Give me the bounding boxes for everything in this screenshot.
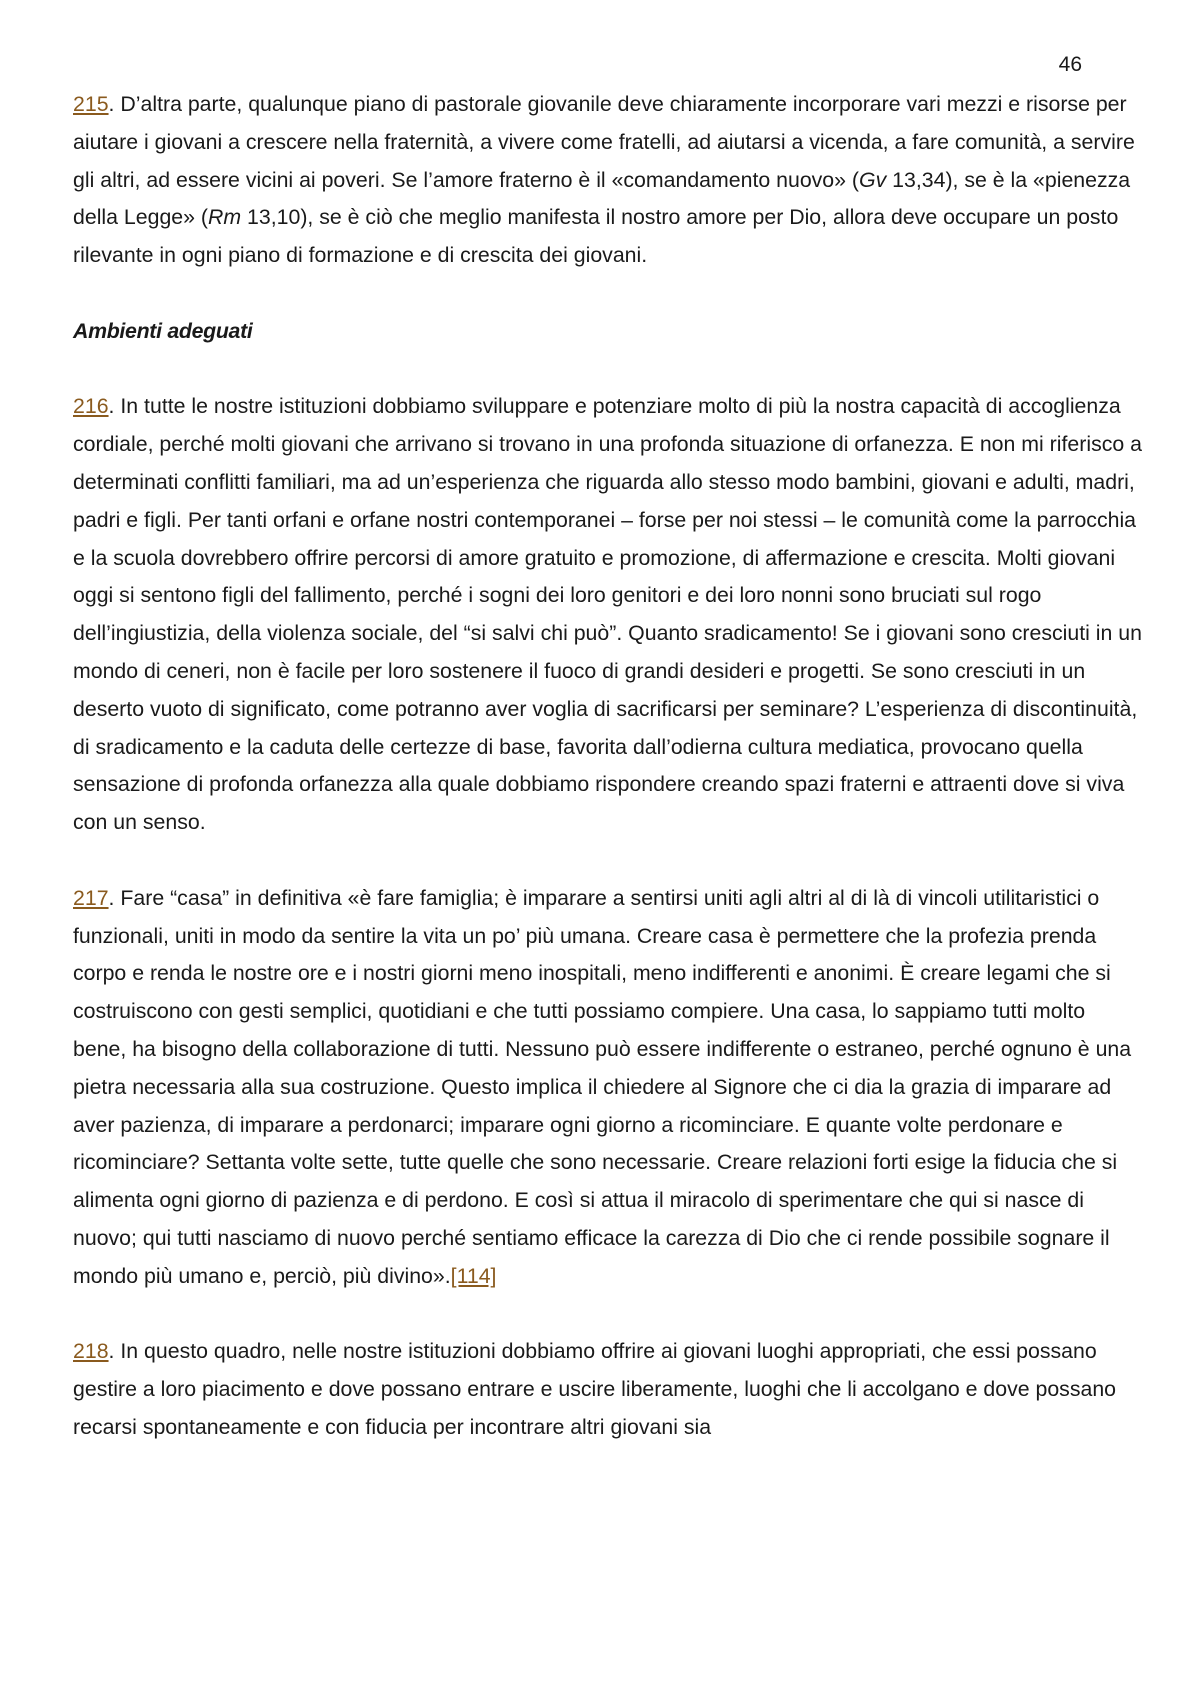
footnote-link-114[interactable]: [114]: [450, 1263, 497, 1288]
paragraph-number-link-216[interactable]: 216: [73, 394, 109, 419]
paragraph-number-link-217[interactable]: 217: [73, 885, 109, 910]
paragraph-216: [73, 388, 1143, 842]
paragraph-215: [73, 86, 1143, 275]
scripture-reference-gv: Gv: [859, 167, 887, 192]
paragraph-text: . In questo quadro, nelle nostre istituzioni dobbiamo offrire ai giovani luoghi appropriati, che essi possano gestire a loro piacimento e dove possano entrare e uscire liberamente, luoghi che li accolgano e dove possano recarsi spontaneamente e con fiducia per incontrare altri giovani sia: [73, 1339, 1117, 1439]
paragraph-text: 13,34), se è la «pienezza della Legge» (: [73, 167, 1131, 230]
paragraph-text: 13,10), se è ciò che meglio manifesta il nostro amore per Dio, allora deve occupare un posto rilevante in ogni piano di formazione e di crescita dei giovani.: [73, 205, 1119, 268]
paragraph-text: . In tutte le nostre istituzioni dobbiamo sviluppare e potenziare molto di più la nostra capacità di accoglienza cordiale, perché molti giovani che arrivano si trovano in una profonda situazione di orfanezza. E non mi riferisco a determinati conflitti familiari, ma ad un’esperienza che riguarda allo stesso modo bambini, giovani e adulti, madri, padri e figli. Per tanti orfani e orfane nostri contemporanei – forse per noi stessi – le comunità come la parrocchia e la scuola dovrebbero offrire percorsi di amore gratuito e promozione, di affermazione e crescita. Molti giovani oggi si sentono figli del fallimento, perché i sogni dei loro genitori e dei loro nonni sono bruciati sul rogo dell’ingiustizia, della violenza sociale, del “si salvi chi può”. Quanto sradicamento! Se i giovani sono cresciuti in un mondo di ceneri, non è facile per loro sostenere il fuoco di grandi desideri e progetti. Se sono cresciuti in un deserto vuoto di significato, come potranno aver voglia di sacrificarsi per seminare? L’esperienza di discontinuità, di sradicamento e la caduta delle certezze di base, favorita dall’odierna cultura mediatica, provocano quella sensazione di profonda orfanezza alla quale dobbiamo rispondere creando spazi fraterni e attraenti dove si viva con un senso.: [73, 394, 1142, 835]
page-number: 46: [1058, 53, 1082, 76]
paragraph-218: [73, 1333, 1143, 1446]
paragraph-217: [73, 880, 1143, 1296]
section-heading: Ambienti adeguati: [73, 318, 253, 343]
paragraph-number-link-218[interactable]: 218: [73, 1339, 109, 1364]
document-body: [73, 86, 1143, 1447]
paragraph-text: . D’altra parte, qualunque piano di pastorale giovanile deve chiaramente incorporare vari mezzi e risorse per aiutare i giovani a crescere nella fraternità, a vivere come fratelli, ad aiutarsi a vicenda, a fare comunità, a servire gli altri, ad essere vicini ai poveri. Se l’amore fraterno è il «comandamento nuovo» (: [73, 92, 1135, 192]
scripture-reference-rm: Rm: [208, 205, 242, 230]
paragraph-number-link-215[interactable]: 215: [73, 92, 109, 116]
paragraph-text: . Fare “casa” in definitiva «è fare famiglia; è imparare a sentirsi uniti agli altri al di là di vincoli utilitaristici o funzionali, uniti in modo da sentire la vita un po’ più umana. Creare casa è permettere che la profezia prenda corpo e renda le nostre ore e i nostri giorni meno inospitali, meno indifferenti e anonimi. È creare legami che si costruiscono con gesti semplici, quotidiani e che tutti possiamo compiere. Una casa, lo sappiamo tutti molto bene, ha bisogno della collaborazione di tutti. Nessuno può essere indifferente o estraneo, perché ognuno è una pietra necessaria alla sua costruzione. Questo implica il chiedere al Signore che ci dia la grazia di imparare ad aver pazienza, di imparare a perdonarci; imparare ogni giorno a ricominciare. E quante volte perdonare e ricominciare? Settanta volte sette, tutte quelle che sono necessarie. Creare relazioni forti esige la fiducia che si alimenta ogni giorno di pazienza e di perdono. E così si attua il miracolo di sperimentare che qui si nasce di nuovo; qui tutti nasciamo di nuovo perché sentiamo efficace la carezza di Dio che ci rende possibile sognare il mondo più umano e, perciò, più divino».: [73, 885, 1132, 1288]
